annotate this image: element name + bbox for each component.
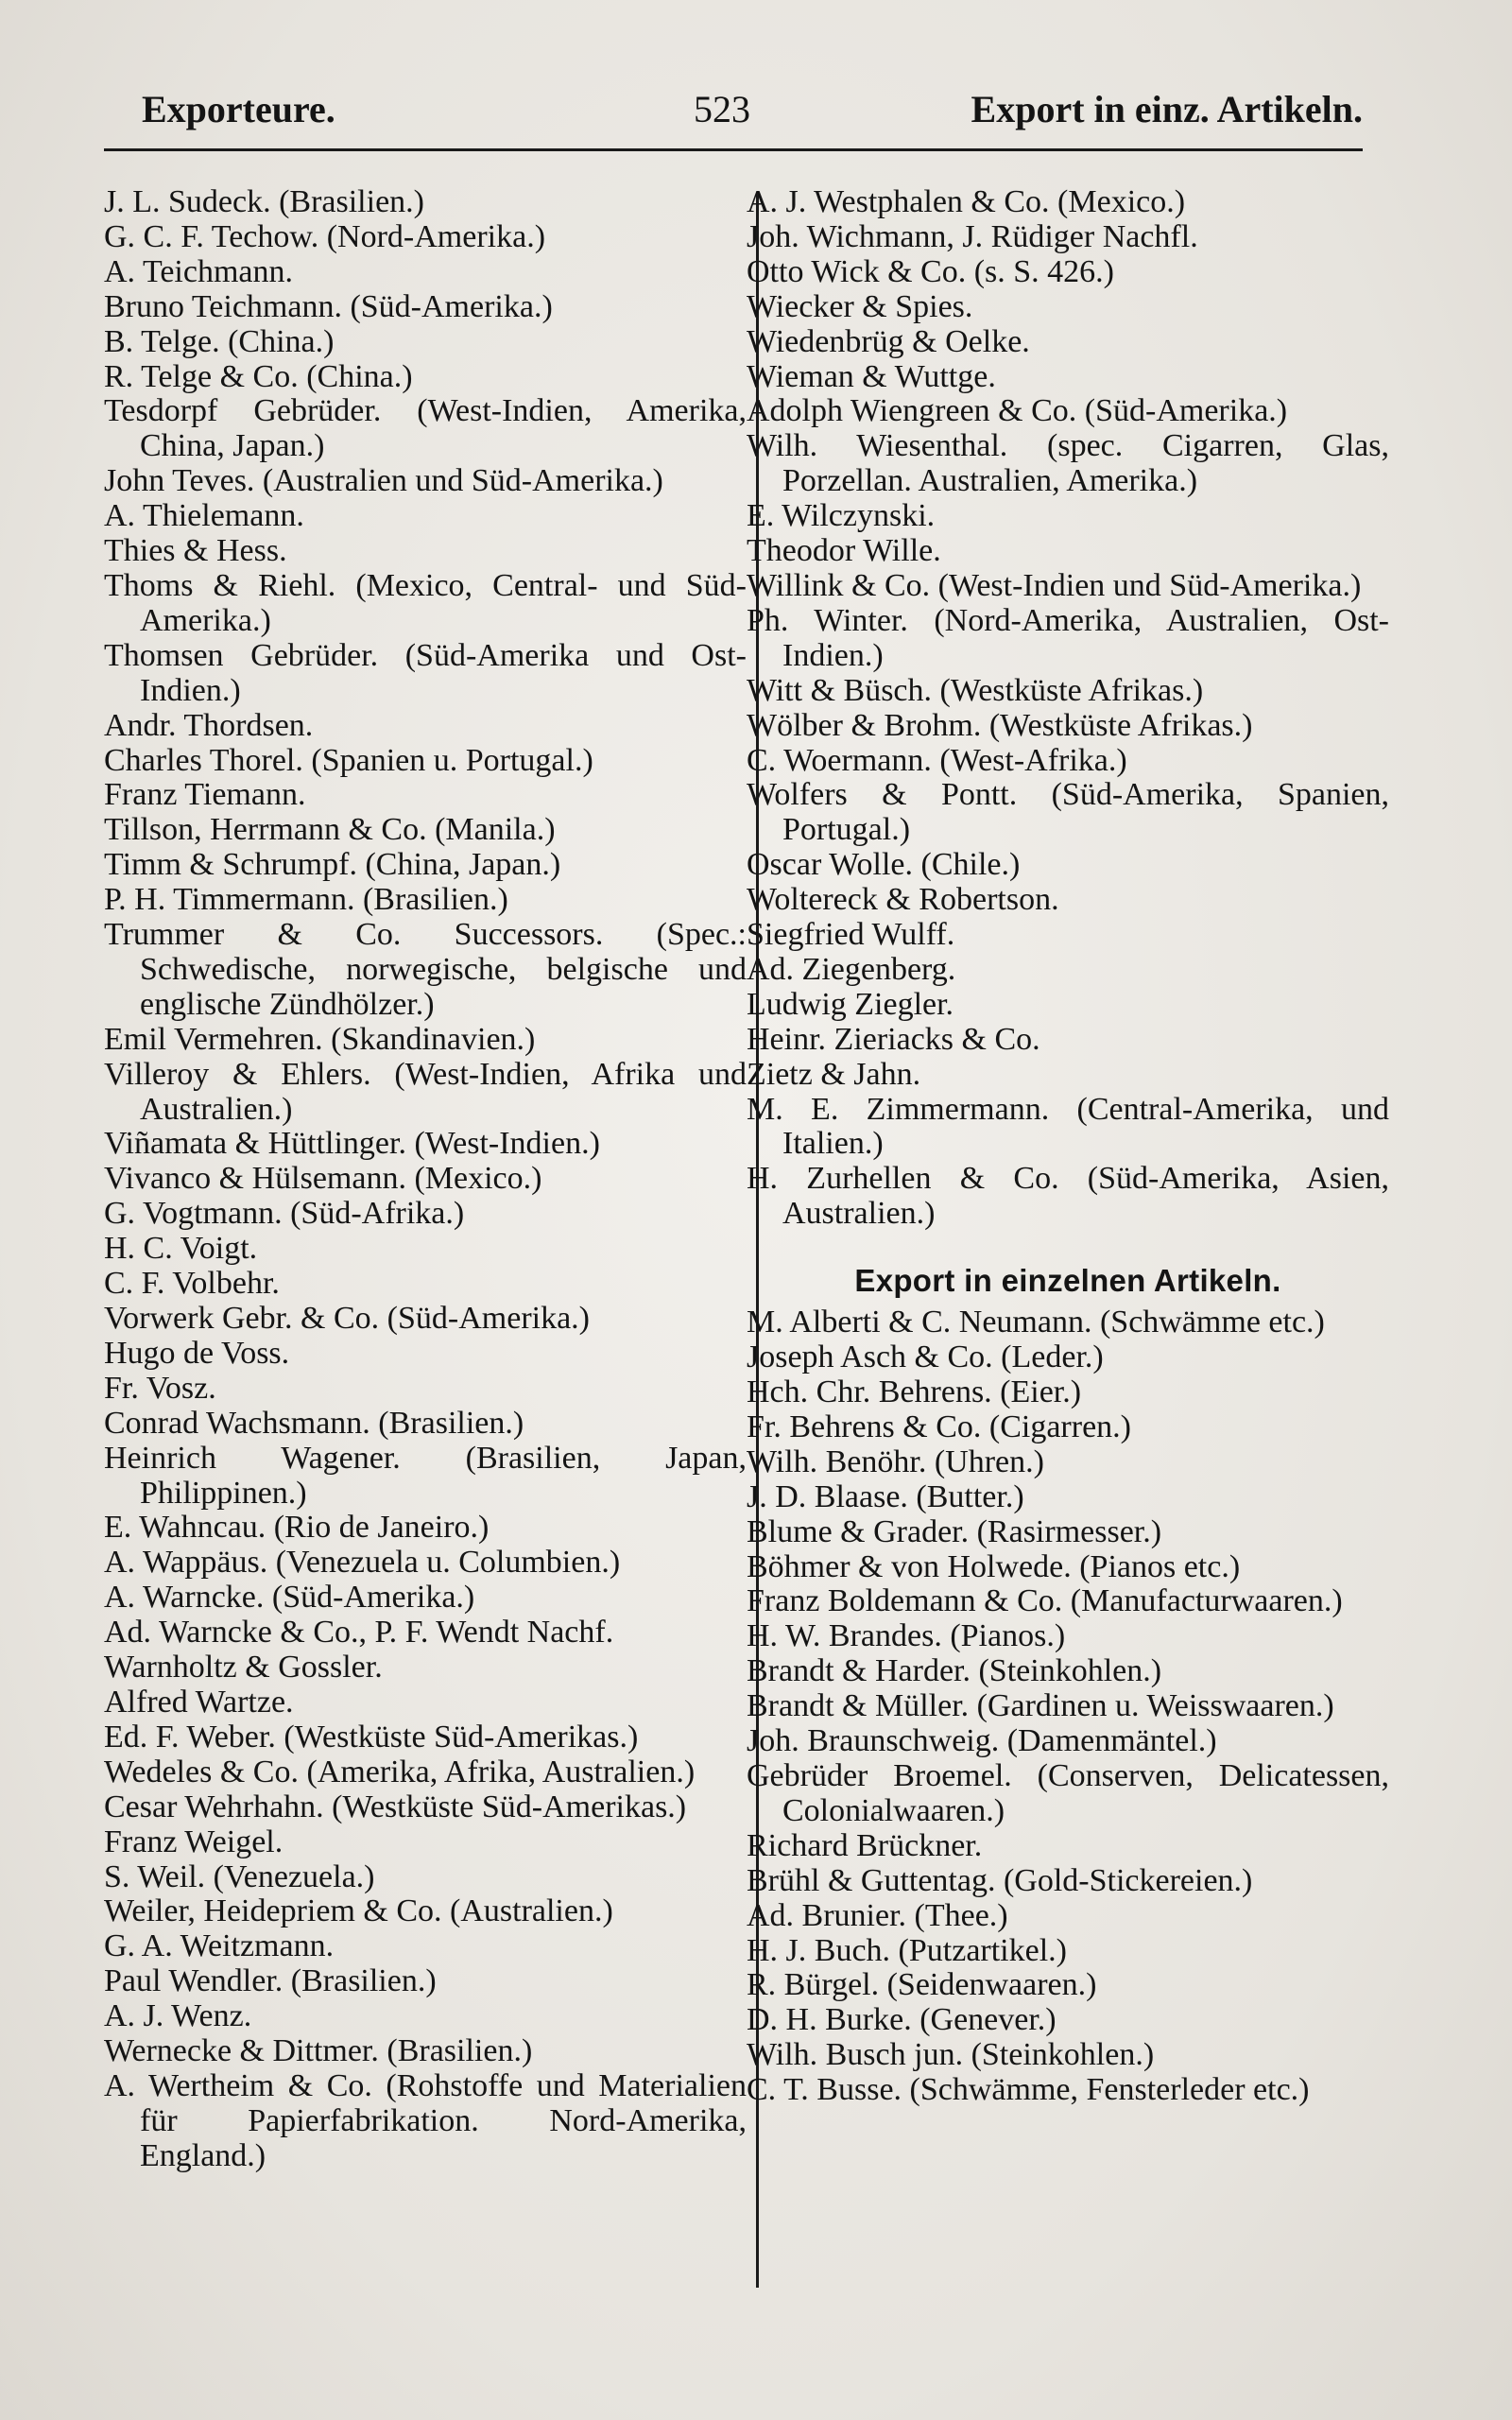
directory-entry: H. C. Voigt. [104, 1231, 258, 1267]
directory-entry: Otto Wick & Co. (s. S. 426.) [747, 253, 1115, 289]
directory-entry: C. Woermann. (West-Afrika.) [747, 742, 1127, 778]
directory-entry: Bruno Teichmann. (Süd-Amerika.) [104, 288, 553, 324]
directory-entry: Böhmer & von Holwede. (Pianos etc.) [747, 1548, 1241, 1584]
directory-entry: Wedeles & Co. (Amerika, Afrika, Australien.) [104, 1754, 696, 1789]
directory-entry: Gebrüder Broemel. (Conserven, Delicatessen, Colonialwaaren.) [747, 1757, 1389, 1828]
directory-entry: Wernecke & Dittmer. (Brasilien.) [104, 2033, 533, 2069]
directory-entry: M. E. Zimmermann. (Central-Amerika, und Italien.) [747, 1091, 1389, 1162]
directory-entry: Wiecker & Spies. [747, 288, 973, 324]
directory-entry: E. Wahncau. (Rio de Janeiro.) [104, 1510, 490, 1546]
directory-entry: Vivanco & Hülsemann. (Mexico.) [104, 1161, 542, 1197]
directory-entry: Ed. F. Weber. (Westküste Süd-Amerikas.) [104, 1719, 639, 1754]
directory-entry: Franz Tiemann. [104, 777, 306, 813]
directory-entry: Charles Thorel. (Spanien u. Portugal.) [104, 742, 593, 778]
right-column [747, 185, 1389, 2108]
directory-entry: A. J. Westphalen & Co. (Mexico.) [747, 184, 1186, 219]
directory-entry: Ludwig Ziegler. [747, 986, 954, 1022]
directory-entry: Wilh. Busch jun. (Steinkohlen.) [747, 2037, 1155, 2073]
directory-entry: John Teves. (Australien und Süd-Amerika.) [104, 463, 663, 499]
directory-entry: Thomsen Gebrüder. (Süd-Amerika und Ost-Indien.) [104, 637, 747, 708]
directory-entry: Conrad Wachsmann. (Brasilien.) [104, 1405, 524, 1441]
directory-entry: Andr. Thordsen. [104, 707, 314, 743]
directory-entry: C. F. Volbehr. [104, 1266, 280, 1302]
page-header [104, 87, 1363, 144]
directory-entry: Joh. Wichmann, J. Rüdiger Nachfl. [747, 218, 1198, 254]
header-rule [104, 148, 1363, 151]
directory-entry: Weiler, Heidepriem & Co. (Australien.) [104, 1893, 613, 1929]
directory-entry: Thoms & Riehl. (Mexico, Central- und Süd-Amerika.) [104, 567, 747, 638]
directory-entry: H. Zurhellen & Co. (Süd-Amerika, Asien, Australien.) [747, 1161, 1389, 1232]
directory-entry: Fr. Behrens & Co. (Cigarren.) [747, 1409, 1131, 1444]
directory-entry: C. T. Busse. (Schwämme, Fensterleder etc.) [747, 2072, 1310, 2108]
directory-entry: Wolfers & Pontt. (Süd-Amerika, Spanien, Portugal.) [747, 777, 1389, 848]
directory-entry: Woltereck & Robertson. [747, 882, 1059, 918]
directory-entry: Thies & Hess. [104, 533, 287, 569]
directory-entry: J. D. Blaase. (Butter.) [747, 1478, 1024, 1514]
directory-entry: A. Wertheim & Co. (Rohstoffe und Materialien für Papierfabrikation. Nord-Amerika, England.) [104, 2067, 747, 2173]
directory-entry: G. Vogtmann. (Süd-Afrika.) [104, 1196, 465, 1232]
directory-entry: Franz Weigel. [104, 1824, 284, 1859]
directory-entry: Villeroy & Ehlers. (West-Indien, Afrika und Australien.) [104, 1056, 747, 1127]
right-entry-list [747, 185, 1389, 1232]
directory-entry: Siegfried Wulff. [747, 917, 955, 953]
directory-entry: Richard Brückner. [747, 1827, 983, 1863]
directory-entry: Cesar Wehrhahn. (Westküste Süd-Amerikas.) [104, 1789, 687, 1824]
directory-entry: Ad. Brunier. (Thee.) [747, 1897, 1008, 1933]
directory-entry: Franz Boldemann & Co. (Manufacturwaaren.) [747, 1583, 1343, 1619]
directory-entry: G. C. F. Techow. (Nord-Amerika.) [104, 218, 546, 254]
section-title: Export in einzelnen Artikeln. [854, 1263, 1281, 1299]
header-left-title: Exporteure. [142, 88, 335, 130]
directory-entry: P. H. Timmermann. (Brasilien.) [104, 882, 508, 918]
directory-entry: Heinr. Zieriacks & Co. [747, 1021, 1040, 1057]
directory-entry: Wilh. Wiesenthal. (spec. Cigarren, Glas, Porzellan. Australien, Amerika.) [747, 428, 1389, 499]
directory-entry: Blume & Grader. (Rasirmesser.) [747, 1513, 1162, 1549]
directory-entry: Brühl & Guttentag. (Gold-Stickereien.) [747, 1862, 1253, 1898]
directory-entry: Vorwerk Gebr. & Co. (Süd-Amerika.) [104, 1301, 591, 1336]
directory-entry: Brandt & Müller. (Gardinen u. Weisswaaren.) [747, 1688, 1334, 1724]
directory-entry: Witt & Büsch. (Westküste Afrikas.) [747, 672, 1204, 708]
directory-entry: M. Alberti & C. Neumann. (Schwämme etc.) [747, 1305, 1325, 1340]
directory-entry: Ph. Winter. (Nord-Amerika, Australien, Ost-Indien.) [747, 602, 1389, 673]
directory-entry: Viñamata & Hüttlinger. (West-Indien.) [104, 1126, 600, 1162]
directory-entry: Timm & Schrumpf. (China, Japan.) [104, 847, 561, 883]
directory-entry: Hugo de Voss. [104, 1335, 290, 1371]
directory-entry: Trummer & Co. Successors. (Spec.: Schwedische, norwegische, belgische und englische Zündhölzer.) [104, 917, 747, 1022]
header-right-title: Export in einz. Artikeln. [971, 88, 1363, 130]
directory-entry: Emil Vermehren. (Skandinavien.) [104, 1021, 536, 1057]
directory-entry: Zietz & Jahn. [747, 1056, 921, 1092]
left-column [104, 185, 747, 2174]
directory-entry: Paul Wendler. (Brasilien.) [104, 1963, 437, 1999]
directory-entry: Heinrich Wagener. (Brasilien, Japan, Philippinen.) [104, 1440, 747, 1511]
directory-entry: Fr. Vosz. [104, 1370, 216, 1406]
directory-entry: Joseph Asch & Co. (Leder.) [747, 1340, 1104, 1375]
directory-entry: A. Teichmann. [104, 253, 293, 289]
directory-entry: Tillson, Herrmann & Co. (Manila.) [104, 812, 556, 848]
directory-entry: Alfred Wartze. [104, 1684, 294, 1720]
directory-entry: Joh. Braunschweig. (Damenmäntel.) [747, 1723, 1217, 1759]
directory-entry: D. H. Burke. (Genever.) [747, 2002, 1057, 2038]
directory-entry: R. Telge & Co. (China.) [104, 358, 413, 394]
directory-entry: Hch. Chr. Behrens. (Eier.) [747, 1374, 1082, 1409]
directory-entry: J. L. Sudeck. (Brasilien.) [104, 184, 424, 219]
directory-entry: A. Wappäus. (Venezuela u. Columbien.) [104, 1545, 621, 1581]
directory-entry: Wilh. Benöhr. (Uhren.) [747, 1443, 1044, 1479]
directory-entry: E. Wilczynski. [747, 498, 936, 534]
directory-entry: A. Thielemann. [104, 498, 304, 534]
directory-entry: Ad. Warncke & Co., P. F. Wendt Nachf. [104, 1615, 614, 1651]
directory-entry: Adolph Wiengreen & Co. (Süd-Amerika.) [747, 393, 1288, 429]
page-number: 523 [694, 88, 750, 130]
directory-entry: S. Weil. (Venezuela.) [104, 1858, 375, 1894]
directory-entry: Wieman & Wuttge. [747, 358, 996, 394]
directory-entry: Warnholtz & Gossler. [104, 1650, 383, 1685]
directory-entry: Wiedenbrüg & Oelke. [747, 323, 1030, 359]
directory-entry: Oscar Wolle. (Chile.) [747, 847, 1021, 883]
section-entry-list [747, 1305, 1389, 2108]
directory-entry: Wölber & Brohm. (Westküste Afrikas.) [747, 707, 1253, 743]
directory-entry: Theodor Wille. [747, 533, 941, 569]
directory-entry: A. Warncke. (Süd-Amerika.) [104, 1580, 475, 1616]
directory-entry: R. Bürgel. (Seidenwaaren.) [747, 1967, 1097, 2003]
directory-entry: Willink & Co. (West-Indien und Süd-Amerika.) [747, 567, 1362, 603]
directory-entry: H. W. Brandes. (Pianos.) [747, 1618, 1066, 1654]
directory-entry: G. A. Weitzmann. [104, 1928, 335, 1964]
directory-entry: B. Telge. (China.) [104, 323, 335, 359]
directory-entry: Tesdorpf Gebrüder. (West-Indien, Amerika, China, Japan.) [104, 393, 747, 464]
directory-entry: A. J. Wenz. [104, 1998, 252, 2034]
directory-entry: Ad. Ziegenberg. [747, 951, 956, 987]
directory-entry: Brandt & Harder. (Steinkohlen.) [747, 1653, 1162, 1689]
directory-entry: H. J. Buch. (Putzartikel.) [747, 1932, 1067, 1968]
